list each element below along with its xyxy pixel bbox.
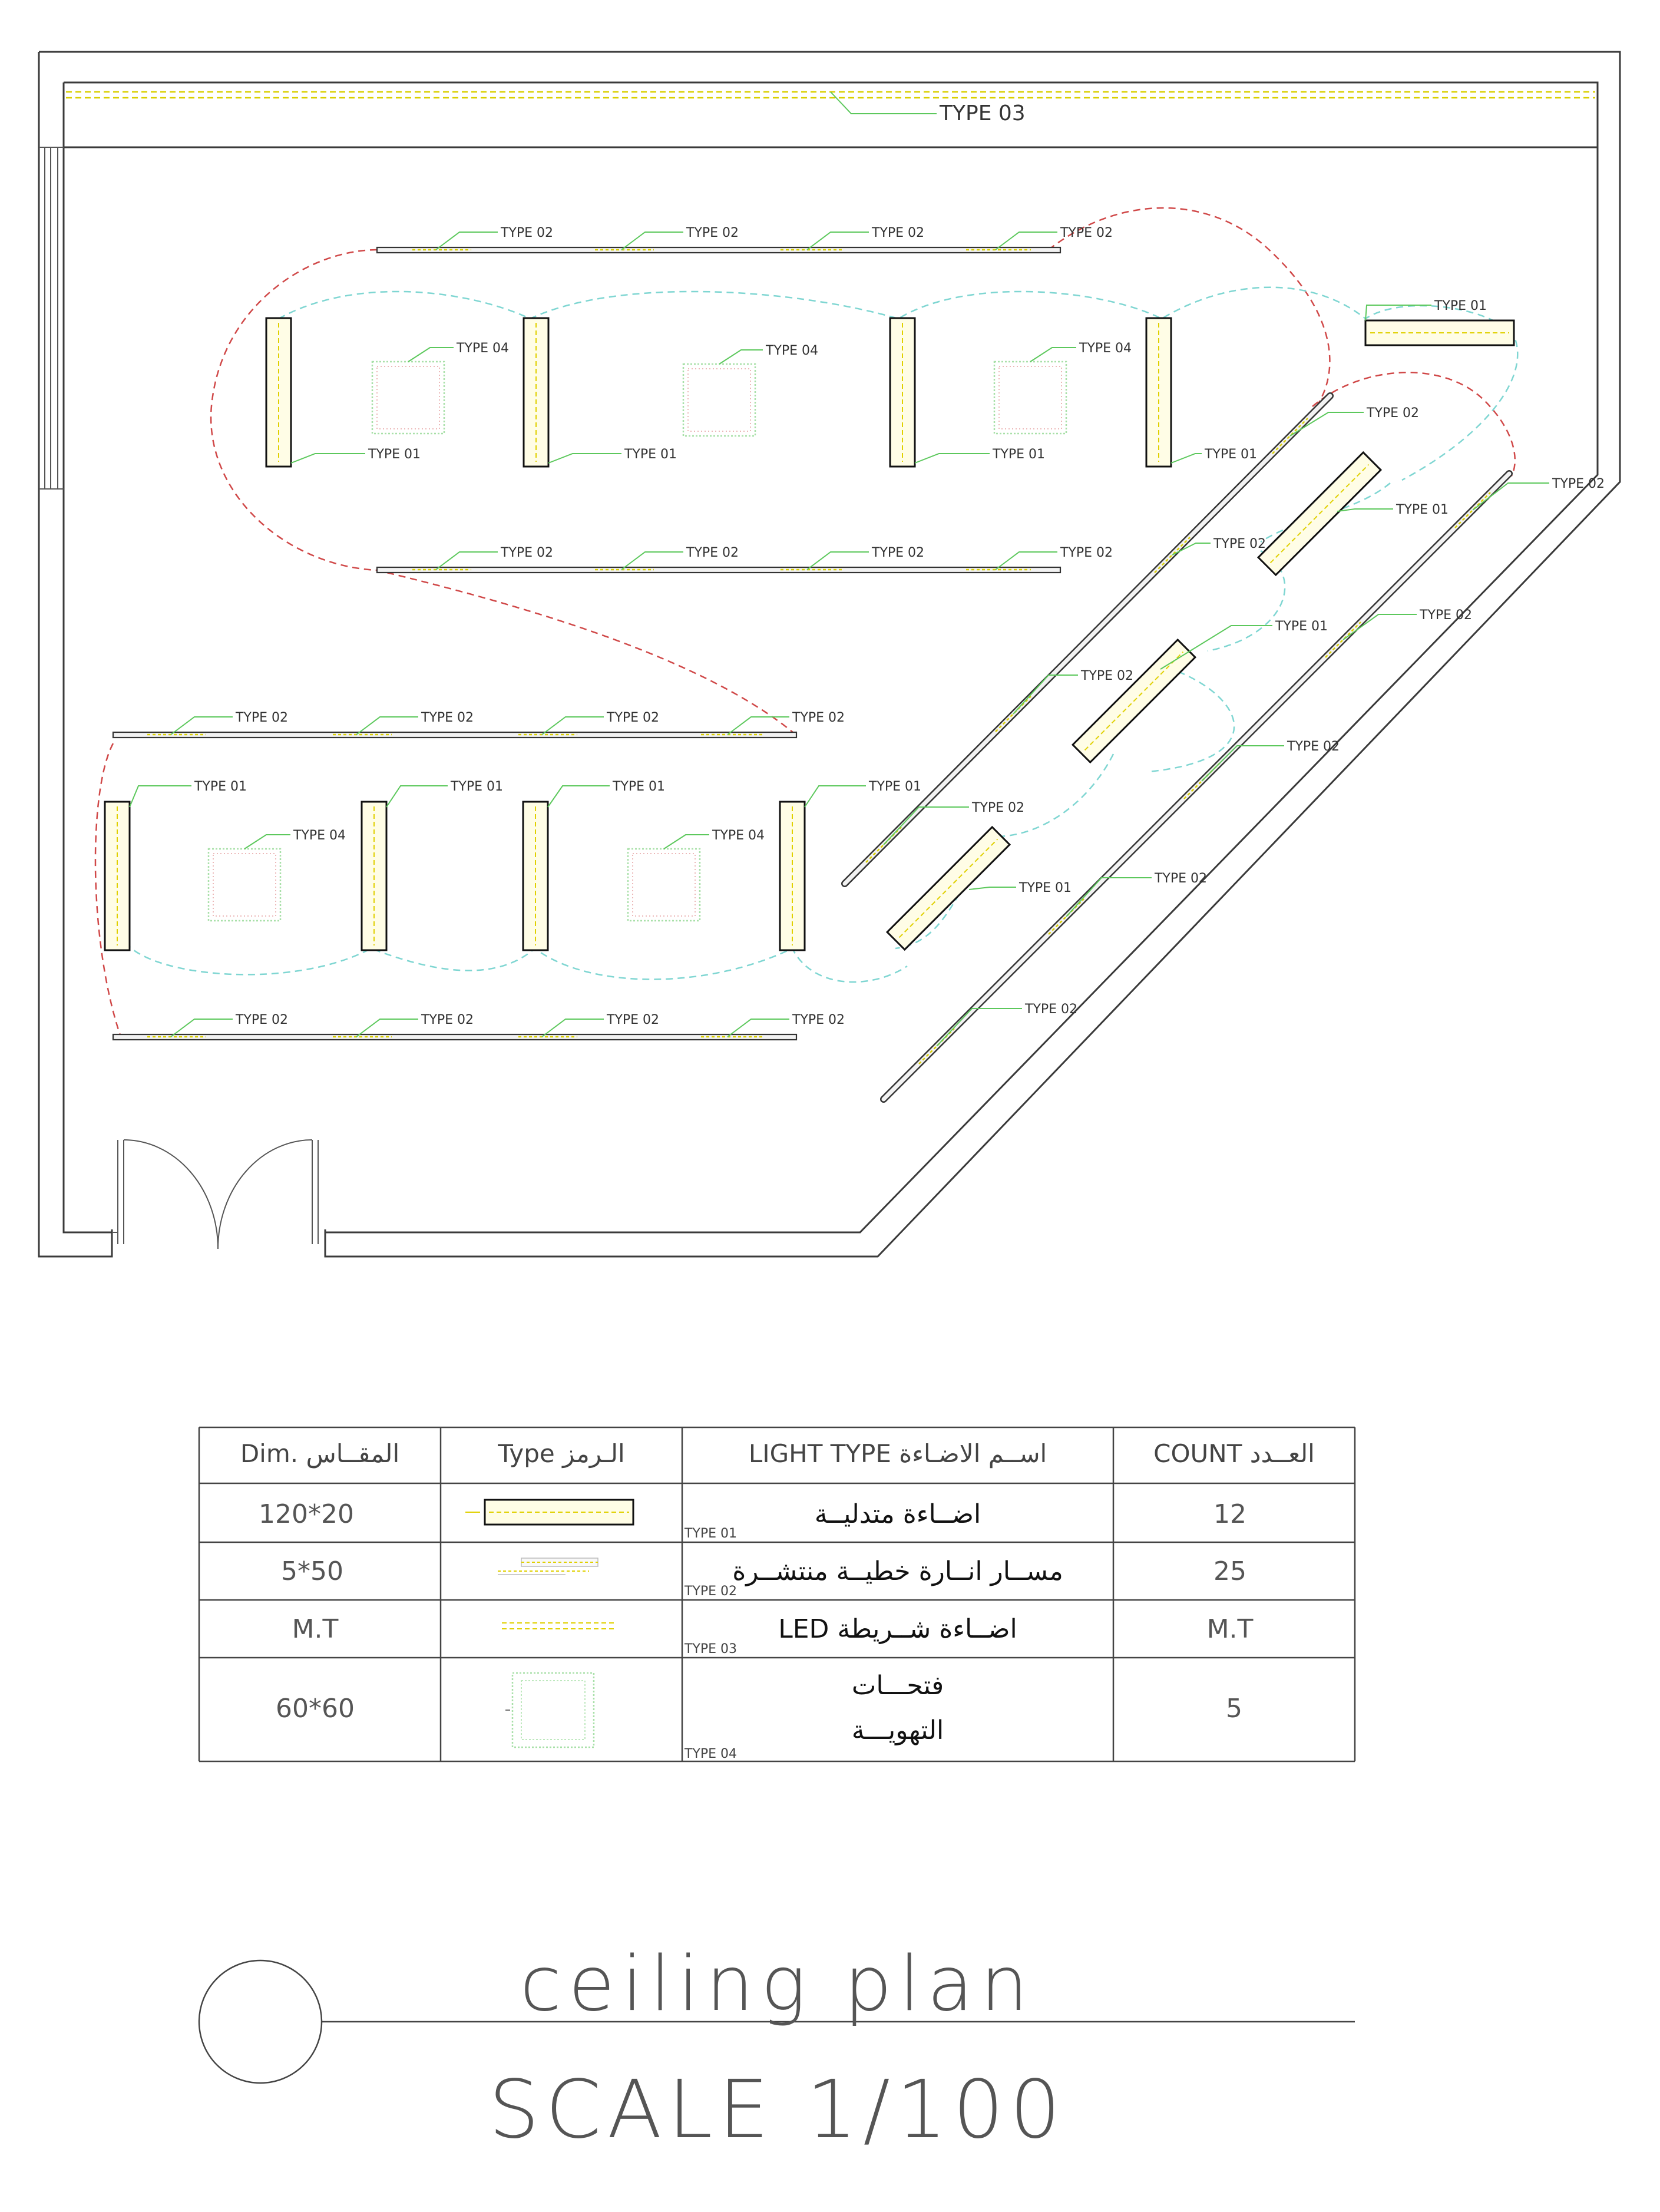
fixture-label: TYPE 02 (236, 710, 289, 725)
header-dim: Dim. المقــاس (240, 1439, 400, 1468)
fixture-label: TYPE 02 (972, 801, 1025, 815)
row4-name: فتحـــات (851, 1671, 944, 1701)
plan-scale: SCALE 1/100 (488, 2064, 1067, 2157)
fixture-label: TYPE 01 (1019, 881, 1072, 895)
fixture-label: TYPE 02 (607, 710, 660, 725)
fixture-label: TYPE 01 (194, 779, 247, 794)
row2-code: TYPE 02 (684, 1584, 738, 1599)
row4-dim: 60*60 (276, 1694, 355, 1724)
row1-dim: 120*20 (259, 1499, 354, 1529)
row3-code: TYPE 03 (684, 1642, 738, 1656)
row3-name: LED اضــاءة شــريطة (778, 1614, 1017, 1644)
header-count: COUNT العــدد (1153, 1439, 1315, 1468)
row4-name-line2: التهويـــة (851, 1715, 944, 1745)
fixture-label: TYPE 02 (1552, 477, 1605, 491)
row2-count: 25 (1213, 1556, 1246, 1586)
type03-label: TYPE 03 (940, 101, 1026, 125)
fixture-label: TYPE 04 (766, 343, 819, 358)
pendants-type01 (105, 318, 1514, 950)
fixture-label: TYPE 02 (792, 1013, 845, 1027)
fixture-label: TYPE 04 (1079, 341, 1132, 356)
row2-symbol (498, 1558, 598, 1575)
fixture-label: TYPE 04 (712, 828, 765, 843)
fixture-label: TYPE 01 (368, 447, 421, 462)
fixture-label: TYPE 01 (1434, 299, 1487, 313)
row4-code: TYPE 04 (684, 1747, 738, 1761)
fixture-label: TYPE 02 (607, 1013, 660, 1027)
fixture-label: TYPE 01 (1396, 502, 1449, 517)
led-strip-type03 (66, 92, 1595, 125)
fixture-label: TYPE 02 (1025, 1002, 1078, 1017)
fixture-label: TYPE 01 (1275, 619, 1328, 634)
row4-symbol (505, 1673, 594, 1747)
fixture-label: TYPE 01 (613, 779, 666, 794)
fixture-label: TYPE 02 (872, 226, 925, 240)
fixture-label: TYPE 01 (869, 779, 922, 794)
fixture-label: TYPE 02 (1060, 226, 1113, 240)
row3-count: M.T (1206, 1614, 1254, 1644)
row1-count: 12 (1213, 1499, 1246, 1529)
fixture-label: TYPE 04 (293, 828, 346, 843)
fixture-label: TYPE 02 (872, 545, 925, 560)
row3-symbol (502, 1623, 616, 1629)
row1-symbol (465, 1500, 633, 1525)
entrance-door (112, 1140, 318, 1249)
fixture-label: TYPE 02 (1287, 739, 1340, 754)
fixture-label: TYPE 02 (1420, 608, 1473, 623)
fixture-label: TYPE 02 (686, 226, 739, 240)
row3-dim: M.T (292, 1614, 339, 1644)
fixture-labels (130, 226, 1605, 1046)
fixture-label: TYPE 02 (1155, 871, 1208, 886)
fixture-label: TYPE 02 (1060, 545, 1113, 560)
fixture-label: TYPE 02 (236, 1013, 289, 1027)
fixture-label: TYPE 01 (1205, 447, 1258, 462)
fixture-label: TYPE 01 (624, 447, 677, 462)
fixture-label: TYPE 02 (792, 710, 845, 725)
fixture-label: TYPE 01 (451, 779, 504, 794)
header-light-type: LIGHT TYPE اســم الاضـاءة (748, 1439, 1047, 1468)
fixture-label: TYPE 02 (686, 545, 739, 560)
row4-count: 5 (1226, 1694, 1242, 1724)
row2-dim: 5*50 (281, 1556, 343, 1586)
fixture-label: TYPE 02 (501, 226, 554, 240)
fixture-label: TYPE 02 (1081, 669, 1134, 683)
tracks-type02 (113, 247, 1509, 1099)
row2-name: مســار انــارة خطيــة منتشــرة (732, 1556, 1063, 1586)
fixture-label: TYPE 04 (457, 341, 510, 356)
fixture-label: TYPE 02 (501, 545, 554, 560)
fixture-label: TYPE 02 (1367, 406, 1420, 421)
header-type: Type الـرمز (498, 1439, 625, 1468)
fixture-label: TYPE 02 (421, 710, 474, 725)
plan-title: ceiling plan (520, 1940, 1036, 2028)
legend-table (199, 1427, 1355, 1761)
title-block (199, 1940, 1355, 2157)
fixture-label: TYPE 01 (993, 447, 1046, 462)
row1-code: TYPE 01 (684, 1526, 738, 1541)
row1-name: اضــاءة متدليــة (814, 1499, 981, 1529)
fixture-label: TYPE 02 (1213, 537, 1267, 551)
fixture-label: TYPE 02 (421, 1013, 474, 1027)
